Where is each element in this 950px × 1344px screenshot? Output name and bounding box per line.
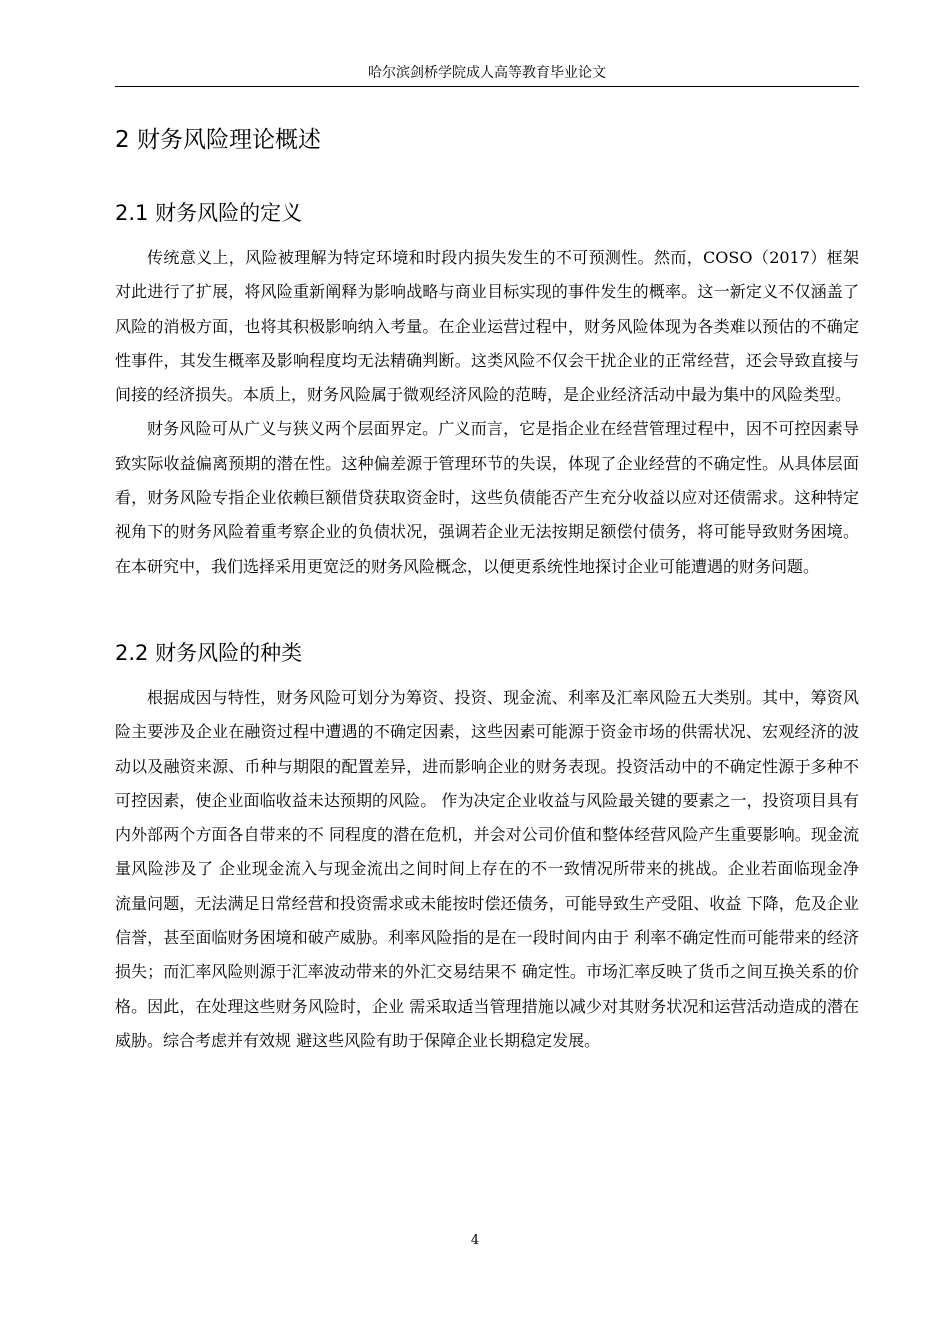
body-paragraph: 根据成因与特性，财务风险可划分为筹资、投资、现金流、利率及汇率风险五大类别。其中，筹资风险主要涉及企业在融资过程中遭遇的不确定因素，这些因素可能源于资金市场的供需状况、宏观经济的波动以及融资来源、币种与期限的配置差异，进而影响企业的财务表现。投资活动中的不确定性源于多种不可控因素，使企业面临收益未达预期的风险。 作为决定企业收益与风险最关键的要素之一，投资项目具有内外部两个方面各自带来的不 同程度的潜在危机，并会对公司价值和整体经营风险产生重要影响。现金流量风险涉及了 企业现金流入与现金流出之间时间上存在的不一致情况所带来的挑战。企业若面临现金净 流量问题，无法满足日常经营和投资需求或未能按时偿还债务，可能导致生产受阻、收益 下降，危及企业信誉，甚至面临财务困境和破产威胁。利率风险指的是在一段时间内由于 利率不确定性而可能带来的经济损失；而汇率风险则源于汇率波动带来的外汇交易结果不 确定性。市场汇率反映了货币之间互换关系的价格。因此，在处理这些财务风险时，企业 需采取适当管理措施以减少对其财务状况和运营活动造成的潜在威胁。综合考虑并有效规 避这些风险有助于保障企业长期稳定发展。	[115, 688, 859, 1050]
section-title-types: 2.2 财务风险的种类	[115, 641, 303, 665]
running-header: 哈尔滨剑桥学院成人高等教育毕业论文	[115, 63, 859, 87]
chapter-title: 2 财务风险理论概述	[115, 127, 321, 153]
section-title-definition: 2.1 财务风险的定义	[115, 201, 303, 225]
body-paragraph: 财务风险可从广义与狭义两个层面界定。广义而言，它是指企业在经营管理过程中，因不可控因素导致实际收益偏离预期的潜在性。这种偏差源于管理环节的失误，体现了企业经营的不确定性。从具体层面看，财务风险专指企业依赖巨额借贷获取资金时，这些负债能否产生充分收益以应对还债需求。这种特定视角下的财务风险着重考察企业的负债状况，强调若企业无法按期足额偿付债务，将可能导致财务困境。在本研究中，我们选择采用更宽泛的财务风险概念，以便更系统性地探讨企业可能遭遇的财务问题。	[115, 419, 859, 576]
page-number: 4	[470, 1233, 480, 1248]
body-paragraph: 传统意义上，风险被理解为特定环境和时段内损失发生的不可预测性。然而，COSO（2017）框架对此进行了扩展，将风险重新阐释为影响战略与商业目标实现的事件发生的概率。这一新定义不仅涵盖了风险的消极方面，也将其积极影响纳入考量。在企业运营过程中，财务风险体现为各类难以预估的不确定性事件，其发生概率及影响程度均无法精确判断。这类风险不仅会干扰企业的正常经营，还会导致直接与间接的经济损失。本质上，财务风险属于微观经济风险的范畴，是企业经济活动中最为集中的风险类型。	[115, 248, 859, 405]
section-body-definition	[115, 241, 859, 584]
section-body-types	[115, 681, 859, 1058]
